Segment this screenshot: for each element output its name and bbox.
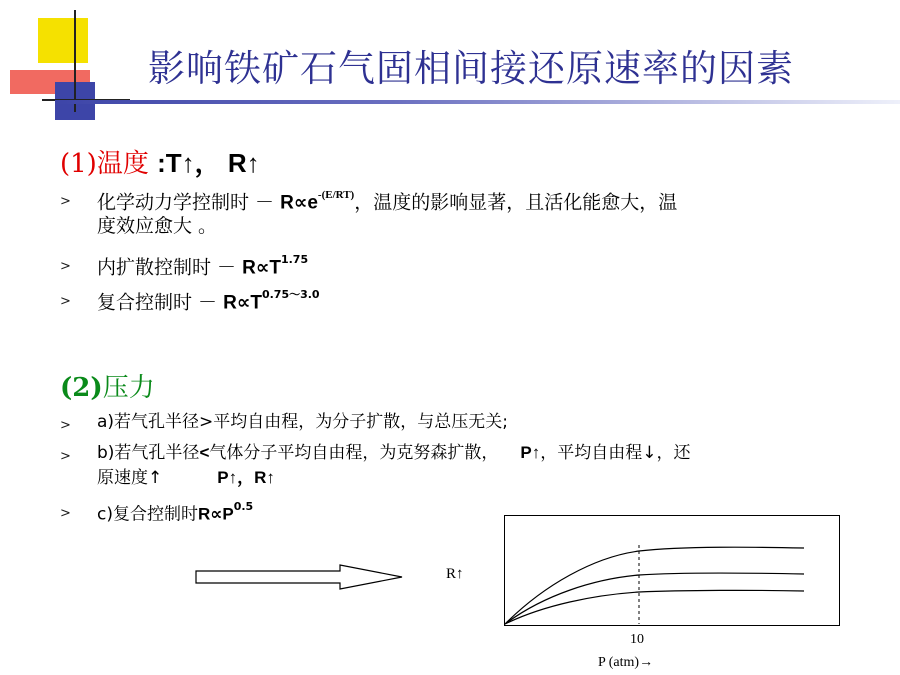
item-formula: R∝T xyxy=(223,292,262,314)
section1-item-1-line2: 度效应愈大 。 xyxy=(97,215,218,237)
section1-item-3 xyxy=(97,286,320,315)
section1-heading-label: (1)温度 xyxy=(60,149,149,179)
bullet-icon: > xyxy=(60,449,71,464)
item-formula: P↑，R↑ xyxy=(217,468,275,487)
bullet-icon: > xyxy=(60,294,71,309)
curve-upper xyxy=(505,547,804,624)
title-underline xyxy=(55,100,900,104)
bullet-icon: > xyxy=(60,506,71,521)
item-text: 气体分子平均自由程，为克努森扩散， xyxy=(209,443,499,463)
item-text: b)若气孔半径 xyxy=(97,443,200,463)
item-symbol-lt: < xyxy=(199,443,210,462)
section2-item-c xyxy=(97,498,253,527)
section2-item-b xyxy=(97,441,690,465)
item-exponent: 0.5 xyxy=(233,500,254,513)
item-exponent: 0.75～3.0 xyxy=(261,288,320,301)
bullet-icon: > xyxy=(60,194,71,209)
graph-x-label: P (atm)→ xyxy=(598,655,654,670)
item-text: 内扩散控制时 － xyxy=(97,256,243,279)
curve-middle xyxy=(505,573,804,624)
item-text: c)复合控制时 xyxy=(97,504,198,525)
corner-logo xyxy=(0,0,140,135)
item-formula: R∝P xyxy=(197,504,234,524)
section1-heading-suffix: :T↑， R↑ xyxy=(157,148,260,178)
logo-yellow-square xyxy=(38,18,88,63)
item-formula: R∝T xyxy=(242,257,281,279)
item-text: 复合控制时 － xyxy=(97,291,224,314)
section2-item-a: a)若气孔半径>平均自由程，为分子扩散，与总压无关; xyxy=(97,412,509,432)
item-text-tail: ，平均自由程↓，还 xyxy=(540,443,691,463)
item-formula: R xyxy=(280,192,294,214)
section1-heading xyxy=(60,143,260,180)
item-exponent: 1.75 xyxy=(280,253,309,266)
right-arrow-icon xyxy=(190,562,410,592)
item-text-tail: ，温度的影响显著，且活化能愈大，温 xyxy=(354,191,678,214)
section2-heading-number: (2) xyxy=(60,373,103,403)
item-formula: P↑ xyxy=(520,443,541,462)
section1-item-1 xyxy=(97,186,677,215)
graph-x-tick: 10 xyxy=(630,632,644,647)
item-formula-symbol: ∝e xyxy=(293,192,318,214)
section2-heading-label: 压力 xyxy=(102,373,155,403)
bullet-icon: > xyxy=(60,259,71,274)
item-text: 原速度↑ xyxy=(97,468,163,488)
graph-y-label: R↑ xyxy=(446,566,464,582)
item-exponent: -(E/RT) xyxy=(317,189,355,201)
bullet-icon: > xyxy=(60,418,71,433)
section2-item-b-line2 xyxy=(97,466,275,490)
section1-item-2 xyxy=(97,251,308,280)
curve-lower xyxy=(505,590,804,624)
section2-heading xyxy=(60,367,155,404)
graph-curves xyxy=(504,515,840,626)
page-title: 影响铁矿石气固相间接还原速率的因素 xyxy=(148,47,794,90)
item-text: 化学动力学控制时 － xyxy=(97,191,281,214)
